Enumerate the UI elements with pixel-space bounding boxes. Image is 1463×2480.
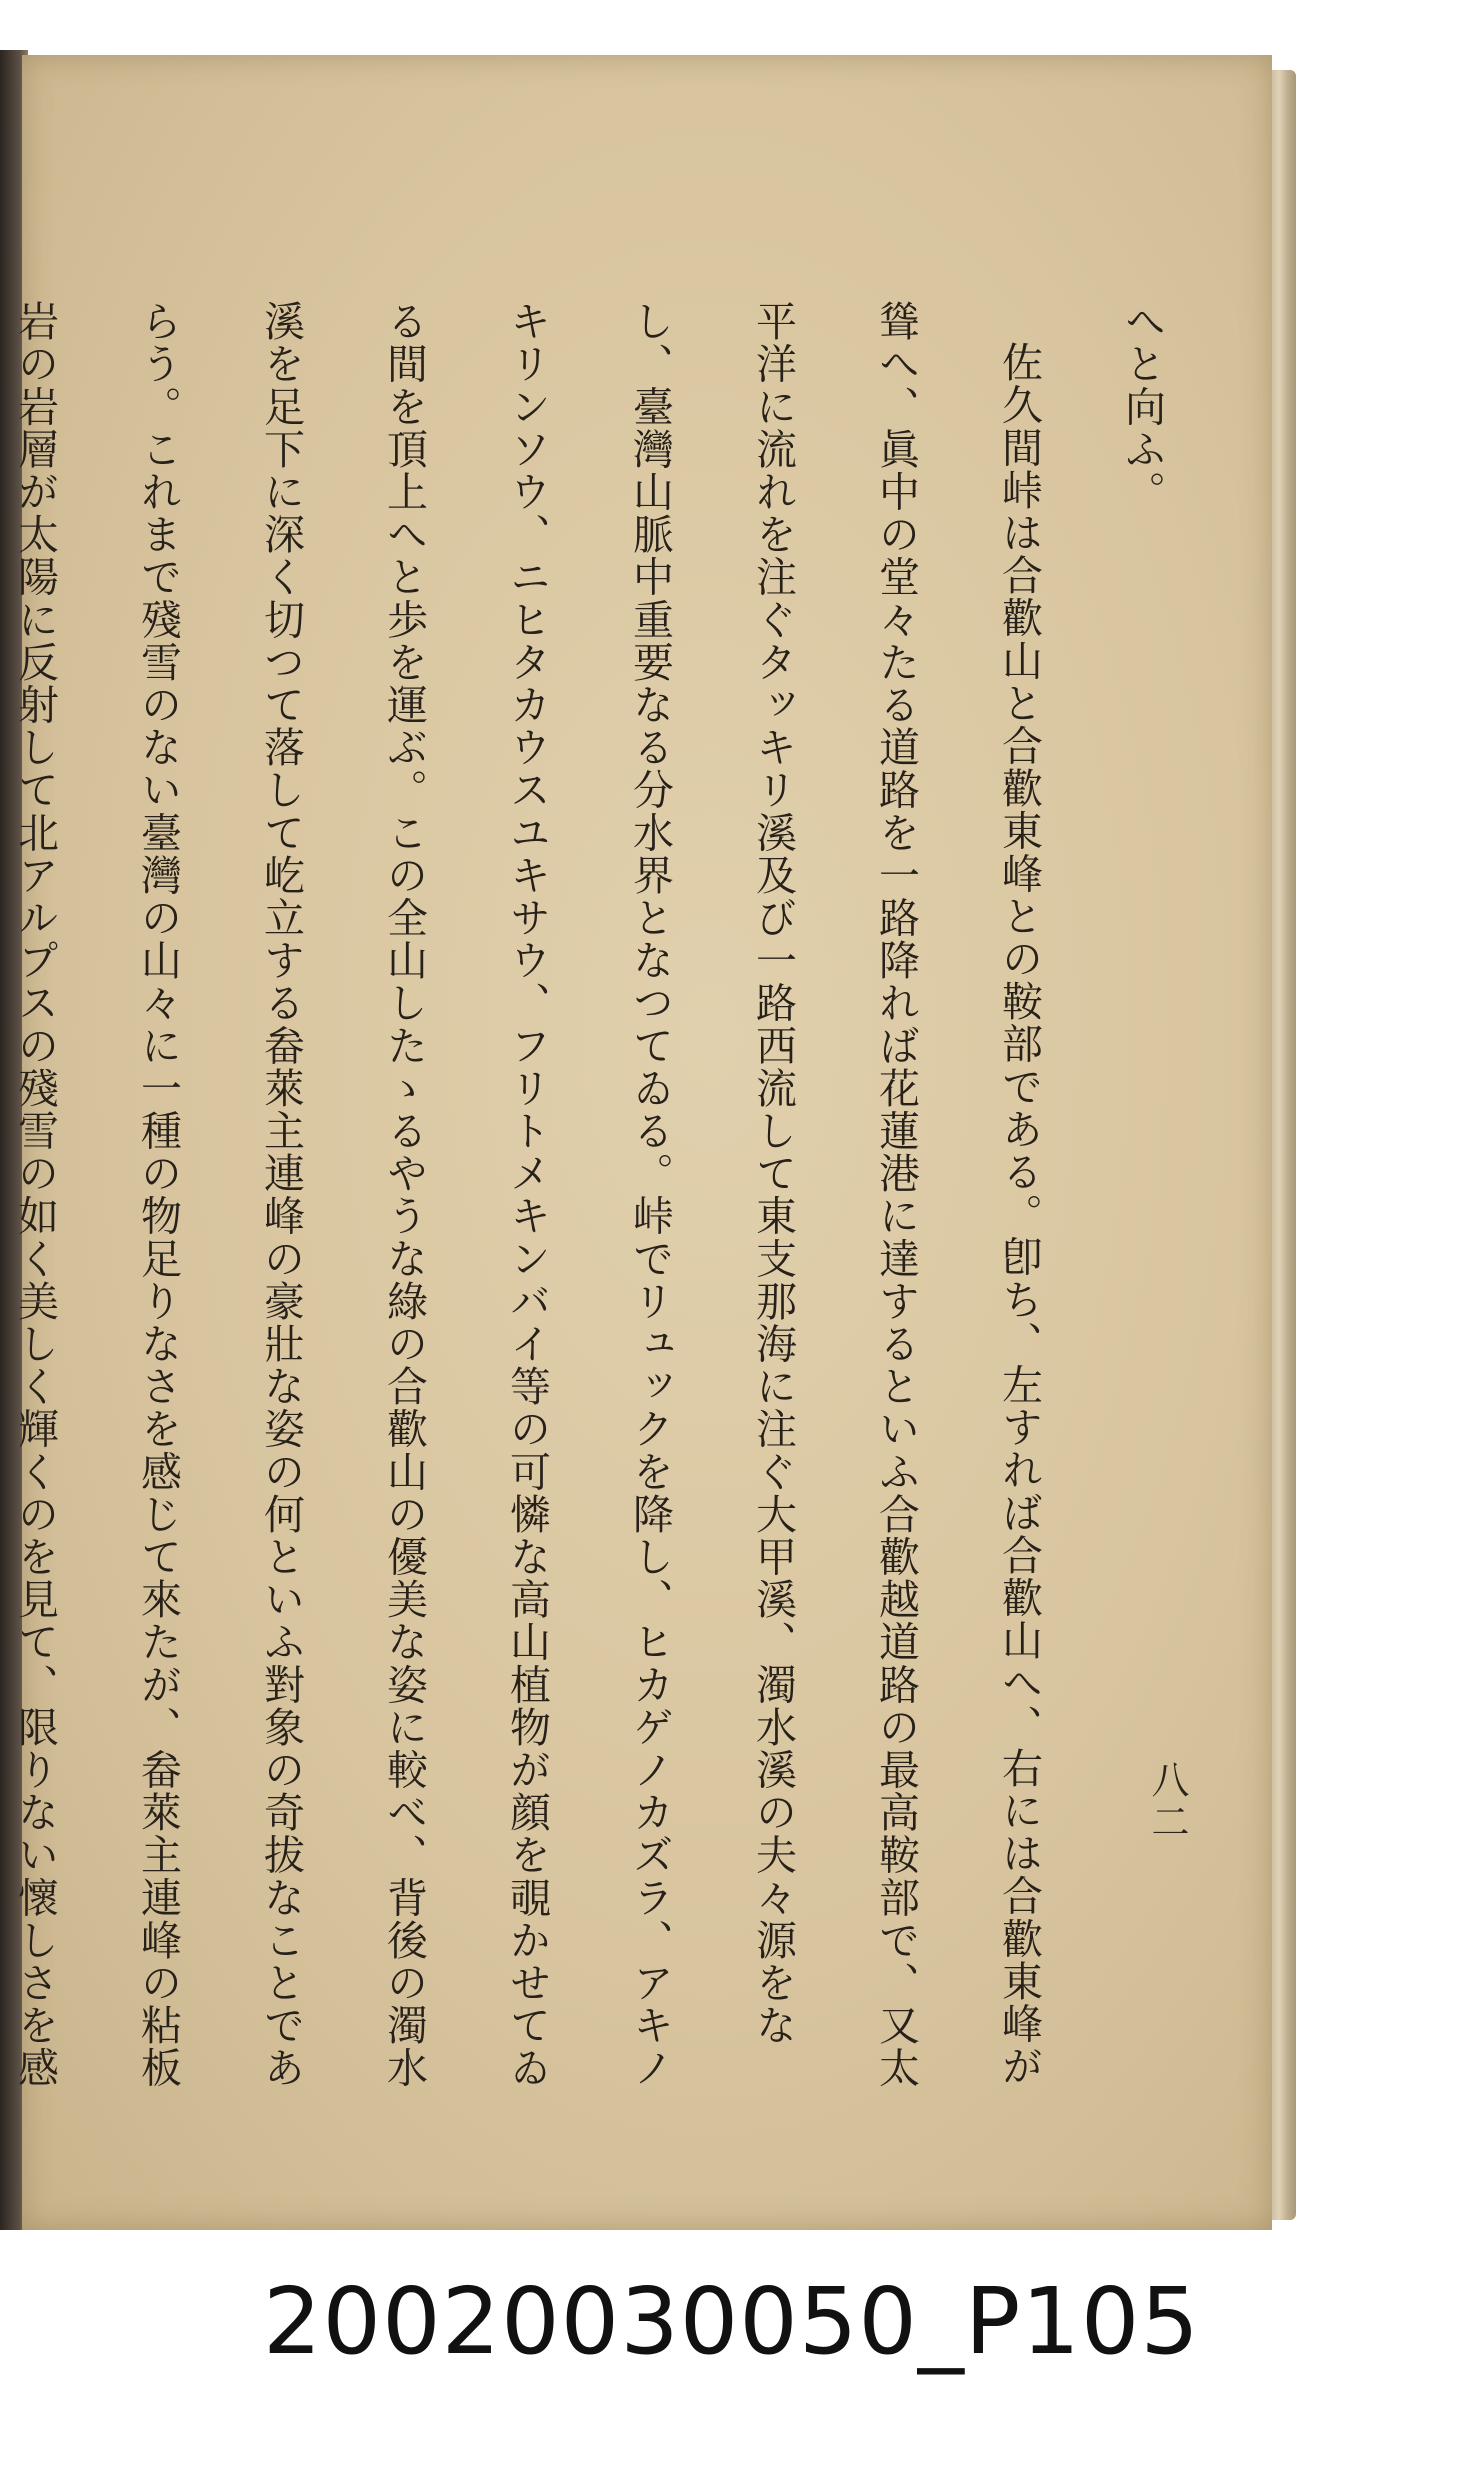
archive-id-caption: 20020030050_P105 (263, 2268, 1200, 2375)
page-number: 八二 (1145, 1760, 1189, 1844)
paragraph-main: 佐久間峠は合歡山と合歡東峰との鞍部である。卽ち、左すれば合歡山へ、右には合歡東峰が聳へ、眞中の堂々たる道路を一路降れば花蓮港に達するといふ合歡越道路の最高鞍部で、又太平洋に流れを注ぐタッキリ溪及び一路西流して東支那海に注ぐ大甲溪、濁水溪の夫々源をなし、臺灣山脈中重要なる分水界となつてゐる。峠でリュックを降し、ヒカゲノカズラ、アキノキリンソウ、ニヒタカウスユキサウ、フリトメキンバイ等の可憐な高山植物が顔を覗かせてゐる間を頂上へと歩を運ぶ。この全山したゝるやうな綠の合歡山の優美な姿に較べ、背後の濁水溪を足下に深く切つて落して屹立する畚萊主連峰の豪壯な姿の何といふ對象の奇拔なことであらう。これまで殘雪のない臺灣の山々に一種の物足りなさを感じて來たが、畚萊主連峰の粘板岩の岩層が太陽に反射して北アルプスの殘雪の如く美しく輝くのを見て、限りない懷しさを感 (11, 300, 1043, 2090)
paragraph-continuation: へと向ふ。 (1118, 300, 1166, 513)
page-stack-edge (1268, 70, 1296, 2220)
vertical-text-body (0, 300, 1203, 2110)
